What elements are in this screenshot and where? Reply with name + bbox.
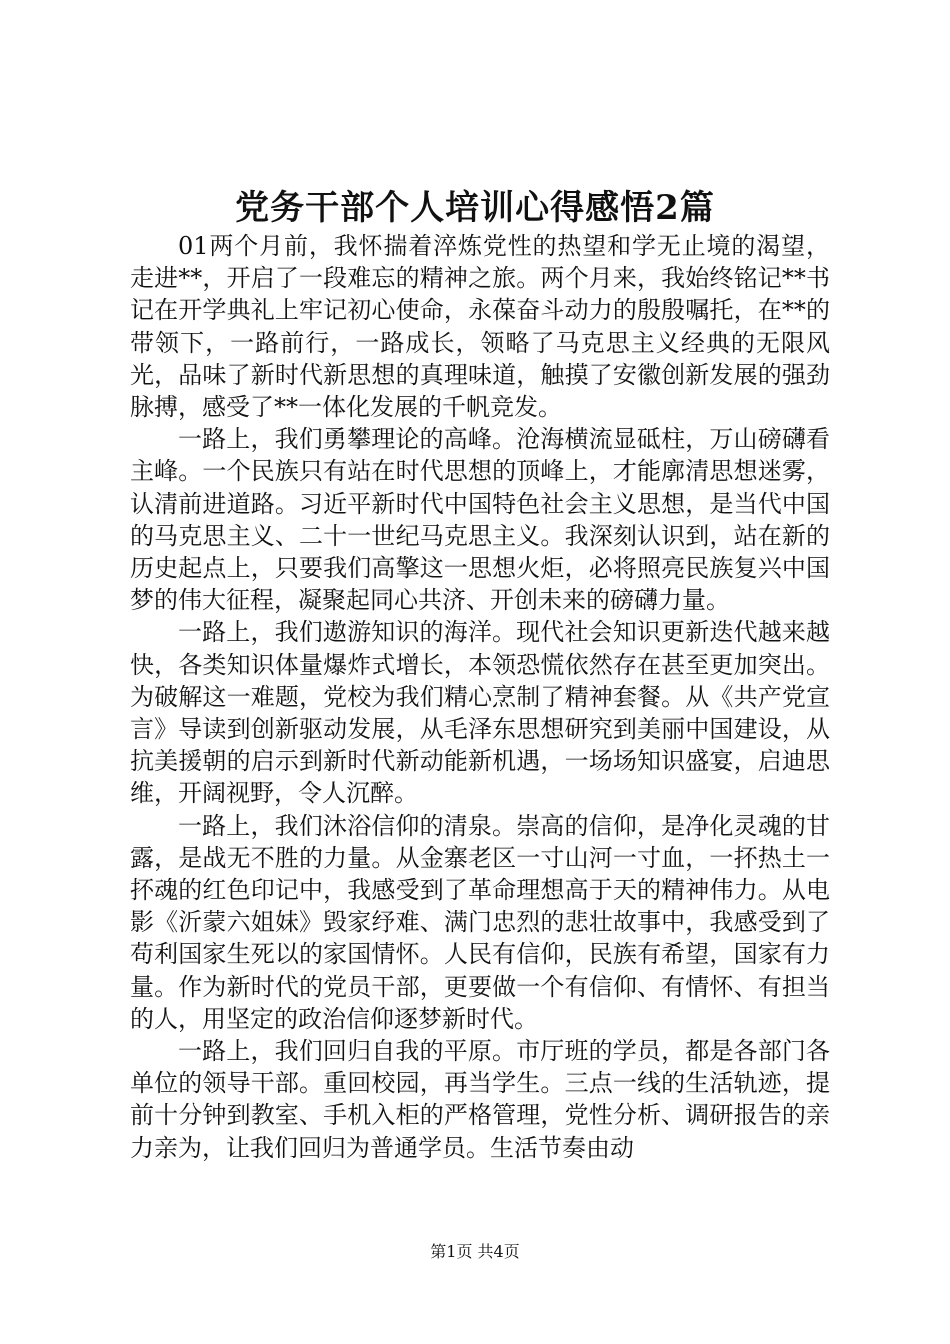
paragraph-3: 一路上，我们遨游知识的海洋。现代社会知识更新迭代越来越快，各类知识体量爆炸式增长，本领恐慌依然存在甚至更加突出。为破解这一难题，党校为我们精心烹制了精神套餐。从《共产党宣言》导读到创新驱动发展，从毛泽东思想研究到美丽中国建设，从抗美援朝的启示到新时代新动能新机遇，一场场知识盛宴，启迪思维，开阔视野，令人沉醉。 — [130, 618, 830, 808]
paragraph-2: 一路上，我们勇攀理论的高峰。沧海横流显砥柱，万山磅礴看主峰。一个民族只有站在时代思想的顶峰上，才能廓清思想迷雾，认清前进道路。习近平新时代中国特色社会主义思想，是当代中国的马克思主义、二十一世纪马克思主义。我深刻认识到，站在新的历史起点上，只要我们高擎这一思想火炬，必将照亮民族复兴中国梦的伟大征程，凝聚起同心共济、开创未来的磅礴力量。 — [130, 425, 830, 615]
paragraph-4: 一路上，我们沐浴信仰的清泉。崇高的信仰，是净化灵魂的甘露，是战无不胜的力量。从金寨老区一寸山河一寸血，一抔热土一抔魂的红色印记中，我感受到了革命理想高于天的精神伟力。从电影《沂蒙六姐妹》毁家纾难、满门忠烈的悲壮故事中，我感受到了苟利国家生死以的家国情怀。人民有信仰，民族有希望，国家有力量。作为新时代的党员干部，更要做一个有信仰、有情怀、有担当的人，用坚定的政治信仰逐梦新时代。 — [130, 811, 830, 1033]
paragraph-5: 一路上，我们回归自我的平原。市厅班的学员，都是各部门各单位的领导干部。重回校园，再当学生。三点一线的生活轨迹，提前十分钟到教室、手机入柜的严格管理，党性分析、调研报告的亲力亲为，让我们回归为普通学员。生活节奏由动 — [130, 1037, 830, 1162]
paragraph-1: 01两个月前，我怀揣着淬炼党性的热望和学无止境的渴望，走进**，开启了一段难忘的精神之旅。两个月来，我始终铭记**书记在开学典礼上牢记初心使命，永葆奋斗动力的殷殷嘱托，在**的带领下，一路前行，一路成长，领略了马克思主义经典的无限风光，品味了新时代新思想的真理味道，触摸了安徽创新发展的强劲脉搏，感受了**一体化发展的千帆竞发。 — [130, 232, 830, 422]
document-body — [130, 230, 830, 1164]
document-title: 党务干部个人培训心得感悟2篇 — [235, 188, 715, 228]
page-indicator: 第1页 共4页 — [430, 1242, 520, 1261]
